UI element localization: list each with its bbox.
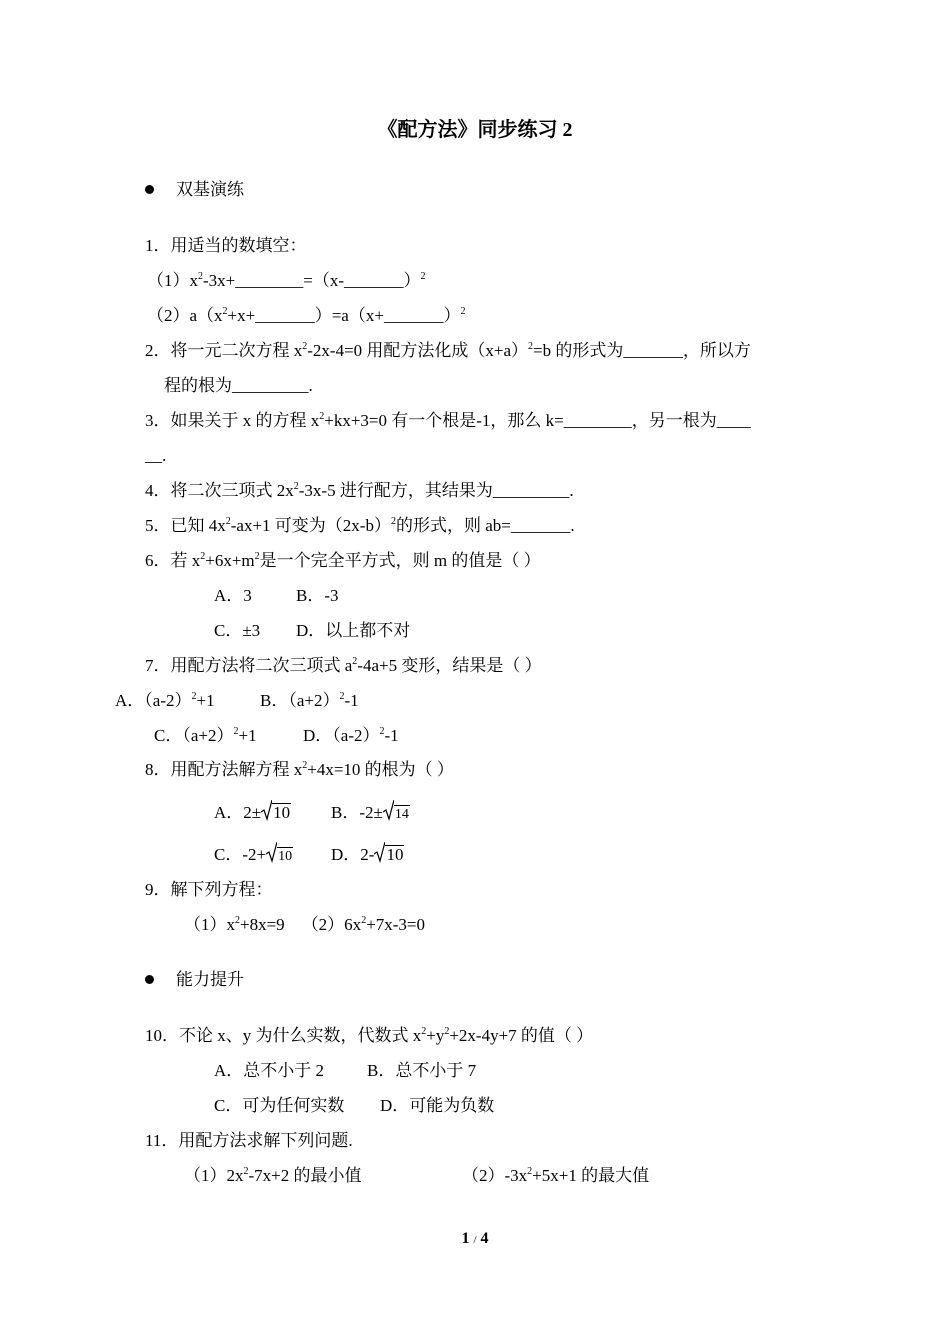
sqrt-sign: 14	[383, 799, 410, 824]
question-1: 1．用适当的数填空：	[145, 236, 307, 255]
question-10-option-c: C．可为任何实数	[214, 1096, 345, 1115]
radical-icon	[261, 799, 272, 821]
question-1-part-1: $(1)x^2-3x+\_\_\_\_\_\_\_\_=(x-\_\_\_\_\_\_\_)^2$	[147, 271, 426, 290]
question-7-option-b: B．$(a+2)^2-1$	[260, 691, 359, 710]
sqrt-sign: 10	[261, 799, 291, 823]
section-advanced: 能力提升	[145, 970, 244, 990]
question-10: 10．不论 x、y 为什么实数，代数式 $x^2+y^2+2x-4y+7$ 的值（ ）	[145, 1026, 594, 1045]
radical-icon	[374, 841, 385, 863]
question-4: 4．将二次三项式 $2x^2-3x-5$ 进行配方，其结果为_________.	[145, 481, 574, 500]
question-1-part-2: $(2)a(x^2+x+\_\_\_\_\_\_\_)=a(x+\_\_\_\_\_\_\_)^2$	[147, 306, 466, 325]
question-8-option-b: B．-2± 14	[331, 799, 410, 824]
question-8: 8．用配方法解方程 $x^2+4x=10$ 的根为（ ）	[145, 760, 454, 779]
question-8-option-d: D．2- 10	[331, 841, 404, 865]
question-3: 3．如果关于 x 的方程 $x^2+kx+3=0$ 有一个根是-1，那么 k=________，另一根为____	[145, 411, 751, 430]
question-5: 5．已知 $4x^2-ax+1$ 可变为$(2x-b)^2$的形式，则 ab=_______.	[145, 516, 575, 535]
question-7-option-a: A．$(a-2)^2+1$	[115, 691, 215, 710]
question-3-cont: __.	[145, 446, 167, 465]
section-basic: 双基演练	[145, 180, 244, 200]
question-11: 11．用配方法求解下列问题.	[145, 1131, 353, 1150]
question-2-cont: 程的根为_________.	[164, 376, 313, 395]
radical-icon	[383, 799, 394, 821]
sqrt-sign: 10	[266, 841, 293, 866]
question-6-option-a: A．3	[214, 586, 252, 605]
bullet-icon	[145, 975, 154, 984]
question-2: 2．将一元二次方程 $x^2-2x-4=0$ 用配方法化成$(x+a)^2=b$ 的形式为_______，所以方	[145, 341, 751, 360]
question-6-option-d: D．以上都不对	[296, 621, 411, 640]
question-9: 9．解下列方程：	[145, 880, 273, 899]
question-8-option-c: C．-2+ 10	[214, 841, 293, 866]
radical-icon	[266, 841, 277, 863]
question-6-option-c: C．±3	[214, 621, 261, 640]
question-8-option-a: A．2± 10	[214, 799, 291, 823]
sqrt-sign: 10	[374, 841, 404, 865]
question-10-option-b: B．总不小于 7	[367, 1061, 477, 1080]
question-11-part-1: $(1)2x^2-7x+2$ 的最小值	[184, 1166, 362, 1185]
question-11-part-2: $(2)-3x^2+5x+1$ 的最大值	[462, 1166, 650, 1185]
question-6-option-b: B．-3	[296, 586, 339, 605]
bullet-icon	[145, 185, 154, 194]
question-7: 7．用配方法将二次三项式 $a^2-4a+5$ 变形，结果是（ ）	[145, 656, 542, 675]
question-6: 6．若 $x^2+6x+m^2$是一个完全平方式，则 m 的值是（ ）	[145, 551, 541, 570]
question-9-parts: $(1)x^2+8x=9$ $(2)6x^2+7x-3=0$	[184, 915, 426, 934]
question-7-option-c: C．$(a+2)^2+1$	[154, 726, 257, 745]
question-10-option-a: A．总不小于 2	[214, 1061, 325, 1080]
question-7-option-d: D．$(a-2)^2-1$	[303, 726, 399, 745]
page-title: 《配方法》同步练习 2	[377, 119, 573, 141]
question-10-option-d: D．可能为负数	[380, 1096, 495, 1115]
page-number: 1 / 4	[461, 1230, 489, 1247]
